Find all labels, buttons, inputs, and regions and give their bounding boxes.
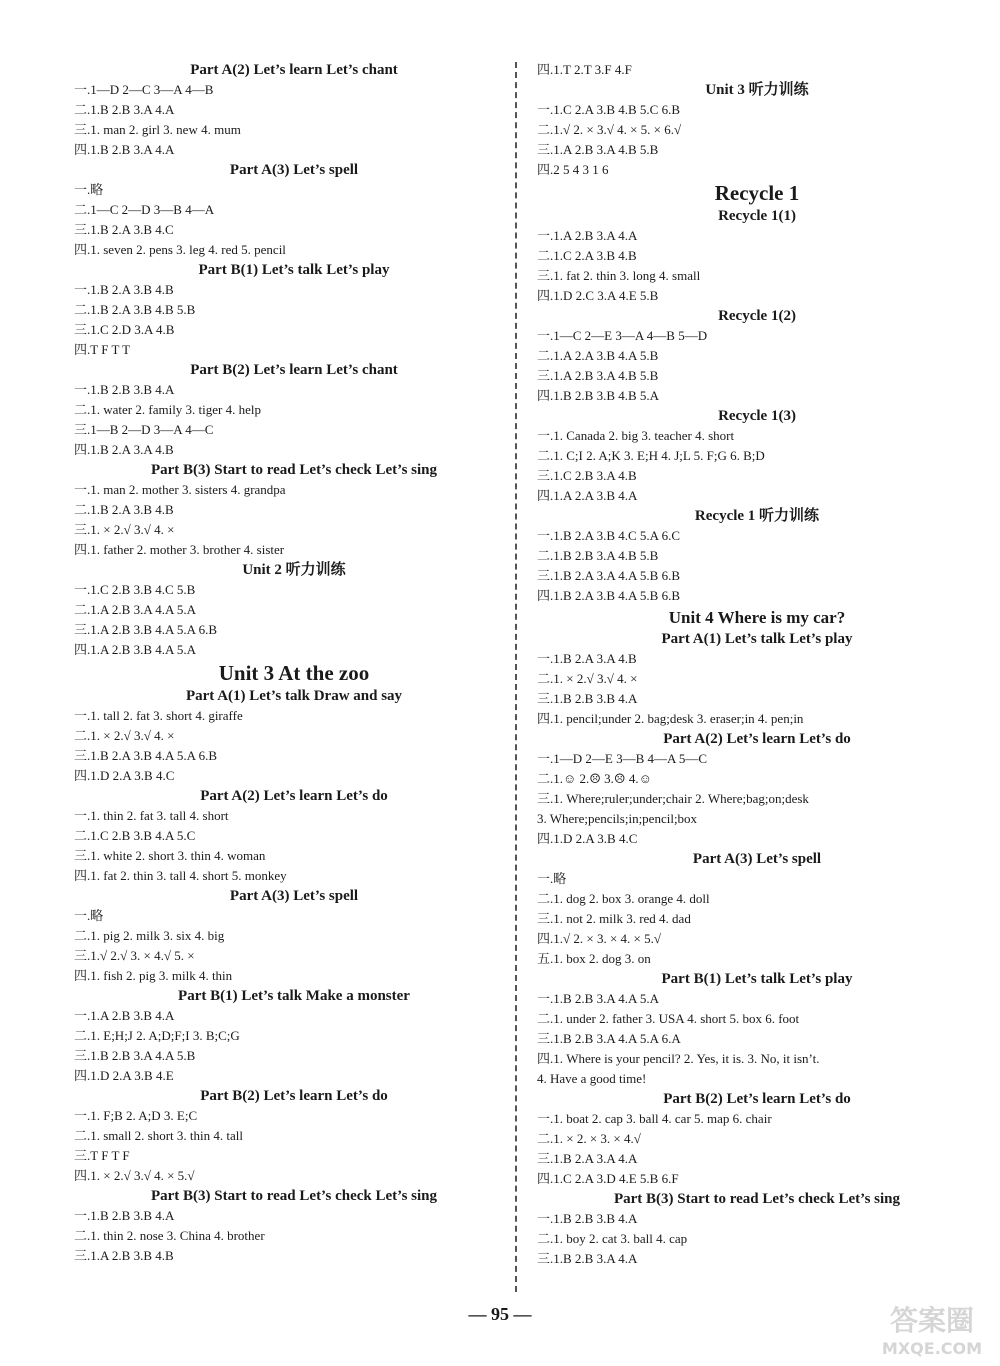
answer-line: 一.略: [74, 908, 104, 923]
section-heading: Recycle 1(1): [718, 208, 796, 224]
section-heading: Part B(2) Let’s learn Let’s do: [200, 1088, 388, 1104]
section-heading: Part A(3) Let’s spell: [229, 162, 359, 178]
answer-line: 三.1.B 2.B 3.A 4.A 5.B: [74, 1048, 196, 1063]
answer-line: 三.1.A 2.B 3.B 4.B: [74, 1248, 174, 1263]
answer-line: 一.1.C 2.A 3.B 4.B 5.C 6.B: [537, 102, 681, 117]
answer-line: 二.1. pig 2. milk 3. six 4. big: [74, 928, 225, 943]
answer-line: 二.1.A 2.B 3.A 4.A 5.A: [74, 602, 197, 617]
answer-line: 二.1. E;H;J 2. A;D;F;I 3. B;C;G: [74, 1028, 240, 1043]
left-answer-column: [74, 60, 514, 1266]
answer-line: 四.2 5 4 3 1 6: [537, 162, 609, 177]
answer-line: 四.1.D 2.A 3.B 4.C: [537, 831, 638, 846]
answer-line: 二.1.B 2.A 3.B 4.B 5.B: [74, 302, 196, 317]
section-heading: Part B(3) Start to read Let’s check Let’s sing: [150, 462, 438, 478]
section-heading: Part A(3) Let’s spell: [229, 888, 359, 904]
answer-line: 一.1. boat 2. cap 3. ball 4. car 5. map 6. chair: [537, 1111, 772, 1126]
answer-line: 3. Where;pencils;in;pencil;box: [537, 811, 698, 826]
answer-line: 二.1.C 2.A 3.B 4.B: [537, 248, 637, 263]
section-heading: Part A(2) Let’s learn Let’s do: [200, 788, 388, 804]
section-heading: Part B(1) Let’s talk Let’s play: [661, 971, 853, 987]
section-heading: Part B(3) Start to read Let’s check Let’s sing: [613, 1191, 901, 1207]
answer-line: 二.1.B 2.B 3.A 4.A: [74, 102, 175, 117]
section-heading: Unit 2 听力训练: [242, 562, 346, 578]
answer-line: 二.1.B 2.A 3.B 4.B: [74, 502, 174, 517]
answer-line: 一.1.A 2.B 3.A 4.A: [537, 228, 638, 243]
answer-line: 四.1. pencil;under 2. bag;desk 3. eraser;in 4. pen;in: [537, 711, 804, 726]
answer-line: 四.1.B 2.A 3.B 4.A 5.B 6.B: [537, 588, 681, 603]
answer-line: 一.1.B 2.B 3.B 4.A: [74, 1208, 175, 1223]
answer-line: 三.1. not 2. milk 3. red 4. dad: [537, 911, 691, 926]
answer-line: 一.1.C 2.B 3.B 4.C 5.B: [74, 582, 196, 597]
answer-line: 三.T F T F: [74, 1148, 130, 1163]
section-heading: Part B(2) Let’s learn Let’s do: [663, 1091, 851, 1107]
answer-line: 一.1—D 2—E 3—B 4—A 5—C: [537, 751, 708, 766]
section-heading: Unit 3 听力训练: [705, 82, 809, 98]
answer-line: 四.1.√ 2. × 3. × 4. × 5.√: [537, 931, 662, 946]
answer-line: 五.1. box 2. dog 3. on: [537, 951, 651, 966]
answer-line: 四.1.D 2.A 3.B 4.E: [74, 1068, 174, 1083]
answer-line: 三.1. fat 2. thin 3. long 4. small: [537, 268, 701, 283]
right-answer-column: [537, 60, 977, 1269]
answer-line: 一.1. man 2. mother 3. sisters 4. grandpa: [74, 482, 286, 497]
answer-line: 二.1.B 2.B 3.A 4.B 5.B: [537, 548, 659, 563]
answer-line: 三.1.B 2.A 3.B 4.A 5.A 6.B: [74, 748, 218, 763]
answer-line: 四.1.A 2.A 3.B 4.A: [537, 488, 638, 503]
answer-line: 二.1. dog 2. box 3. orange 4. doll: [537, 891, 710, 906]
answer-line: 四.1. father 2. mother 3. brother 4. sister: [74, 542, 285, 557]
answer-line: 四.1.B 2.B 3.A 4.A: [74, 142, 175, 157]
answer-line: 三.1. × 2.√ 3.√ 4. ×: [74, 522, 175, 537]
answer-line: 三.1.A 2.B 3.B 4.A 5.A 6.B: [74, 622, 218, 637]
answer-line: 三.1. white 2. short 3. thin 4. woman: [74, 848, 266, 863]
answer-line: 一.1—D 2—C 3—A 4—B: [74, 82, 214, 97]
answer-line: 一.1.B 2.B 3.A 4.A 5.A: [537, 991, 660, 1006]
answer-line: 二.1.A 2.A 3.B 4.A 5.B: [537, 348, 659, 363]
section-heading: Part B(1) Let’s talk Make a monster: [178, 988, 410, 1004]
page-number: — 95 —: [468, 1304, 532, 1324]
answer-line: 二.1. × 2.√ 3.√ 4. ×: [74, 728, 175, 743]
answer-line: 一.1.A 2.B 3.B 4.A: [74, 1008, 175, 1023]
answer-line: 三.1. Where;ruler;under;chair 2. Where;bag;on;desk: [537, 791, 809, 806]
section-heading: Recycle 1 听力训练: [694, 508, 820, 524]
watermark-logo: [876, 1300, 988, 1360]
section-heading: Part B(2) Let’s learn Let’s chant: [190, 362, 398, 378]
answer-line: 四.1. fish 2. pig 3. milk 4. thin: [74, 968, 233, 983]
answer-line: 二.1. × 2. × 3. × 4.√: [537, 1131, 641, 1146]
answer-line: 三.1—B 2—D 3—A 4—C: [74, 422, 214, 437]
answer-line: 四.1.C 2.A 3.D 4.E 5.B 6.F: [537, 1171, 679, 1186]
answer-line: 四.1. seven 2. pens 3. leg 4. red 5. pencil: [74, 242, 286, 257]
answer-line: 一.1.B 2.A 3.B 4.B: [74, 282, 174, 297]
answer-line: 一.1.B 2.B 3.B 4.A: [74, 382, 175, 397]
answer-line: 三.1.C 2.D 3.A 4.B: [74, 322, 175, 337]
answer-line: 一.1.B 2.A 3.B 4.C 5.A 6.C: [537, 528, 681, 543]
answer-line: 三.1.C 2.B 3.A 4.B: [537, 468, 637, 483]
answer-line: 二.1—C 2—D 3—B 4—A: [74, 202, 215, 217]
answer-line: 一.1. tall 2. fat 3. short 4. giraffe: [74, 708, 243, 723]
answer-line: 三.1.B 2.A 3.A 4.A: [537, 1151, 638, 1166]
section-heading: Part B(1) Let’s talk Let’s play: [198, 262, 390, 278]
answer-line: 三.1.√ 2.√ 3. × 4.√ 5. ×: [74, 948, 195, 963]
watermark-logo-text: 答案圈: [889, 1304, 975, 1337]
answer-line: 一.1. F;B 2. A;D 3. E;C: [74, 1108, 198, 1123]
answer-line: 四.1.B 2.B 3.B 4.B 5.A: [537, 388, 660, 403]
answer-line: 四.1.D 2.C 3.A 4.E 5.B: [537, 288, 659, 303]
answer-line: 三.1.B 2.B 3.A 4.A: [537, 1251, 638, 1266]
answer-line: 三.1.B 2.B 3.A 4.A 5.A 6.A: [537, 1031, 681, 1046]
section-heading: Part A(2) Let’s learn Let’s do: [663, 731, 851, 747]
watermark-logo-url: MXQE.COM: [881, 1339, 983, 1358]
answer-line: 一.1. thin 2. fat 3. tall 4. short: [74, 808, 229, 823]
answer-line: 四.1.A 2.B 3.B 4.A 5.A: [74, 642, 197, 657]
answer-line: 二.1. water 2. family 3. tiger 4. help: [74, 402, 262, 417]
answer-line: 三.1. man 2. girl 3. new 4. mum: [74, 122, 241, 137]
answer-line: 一.略: [537, 871, 567, 886]
column-divider: [515, 62, 517, 1292]
answer-line: 二.1. under 2. father 3. USA 4. short 5. box 6. foot: [537, 1011, 800, 1026]
answer-line: 四.1.B 2.A 3.A 4.B: [74, 442, 174, 457]
answer-line: 三.1.B 2.A 3.B 4.C: [74, 222, 174, 237]
answer-line: 二.1. × 2.√ 3.√ 4. ×: [537, 671, 638, 686]
answer-line: 四.1.T 2.T 3.F 4.F: [537, 62, 632, 77]
answer-line: 一.略: [74, 182, 104, 197]
answer-line: 一.1.B 2.A 3.A 4.B: [537, 651, 637, 666]
answer-line: 四.1. Where is your pencil? 2. Yes, it is. 3. No, it isn’t.: [537, 1051, 820, 1066]
section-heading: Part A(2) Let’s learn Let’s chant: [190, 62, 398, 78]
answer-line: 二.1.√ 2. × 3.√ 4. × 5. × 6.√: [537, 122, 682, 137]
answer-line: 三.1.A 2.B 3.A 4.B 5.B: [537, 368, 659, 383]
unit-heading: Unit 4 Where is my car?: [668, 608, 846, 627]
answer-line: 三.1.A 2.B 3.A 4.B 5.B: [537, 142, 659, 157]
answer-line: 四.1.D 2.A 3.B 4.C: [74, 768, 175, 783]
unit-heading: Unit 3 At the zoo: [218, 661, 370, 685]
answer-line: 一.1—C 2—E 3—A 4—B 5—D: [537, 328, 708, 343]
answer-line: 四.1. fat 2. thin 3. tall 4. short 5. monkey: [74, 868, 287, 883]
answer-line: 二.1.☺ 2.☹ 3.☹ 4.☺: [537, 771, 652, 786]
answer-line: 三.1.B 2.A 3.A 4.A 5.B 6.B: [537, 568, 681, 583]
answer-line: 二.1. small 2. short 3. thin 4. tall: [74, 1128, 243, 1143]
section-heading: Part B(3) Start to read Let’s check Let’s sing: [150, 1188, 438, 1204]
answer-line: 4. Have a good time!: [537, 1071, 647, 1086]
section-heading: Recycle 1(2): [718, 308, 796, 324]
section-heading: Part A(1) Let’s talk Draw and say: [185, 688, 403, 704]
unit-heading: Recycle 1: [714, 181, 800, 205]
section-heading: Part A(3) Let’s spell: [692, 851, 822, 867]
answer-line: 三.1.B 2.B 3.B 4.A: [537, 691, 638, 706]
answer-line: 二.1. thin 2. nose 3. China 4. brother: [74, 1228, 265, 1243]
answer-line: 二.1. boy 2. cat 3. ball 4. cap: [537, 1231, 688, 1246]
answer-line: 四.T F T T: [74, 342, 131, 357]
section-heading: Recycle 1(3): [718, 408, 796, 424]
answer-line: 一.1. Canada 2. big 3. teacher 4. short: [537, 428, 735, 443]
answer-line: 二.1.C 2.B 3.B 4.A 5.C: [74, 828, 196, 843]
answer-line: 二.1. C;I 2. A;K 3. E;H 4. J;L 5. F;G 6. B;D: [537, 448, 765, 463]
answer-line: 四.1. × 2.√ 3.√ 4. × 5.√: [74, 1168, 195, 1183]
answer-line: 一.1.B 2.B 3.B 4.A: [537, 1211, 638, 1226]
section-heading: Part A(1) Let’s talk Let’s play: [661, 631, 853, 647]
